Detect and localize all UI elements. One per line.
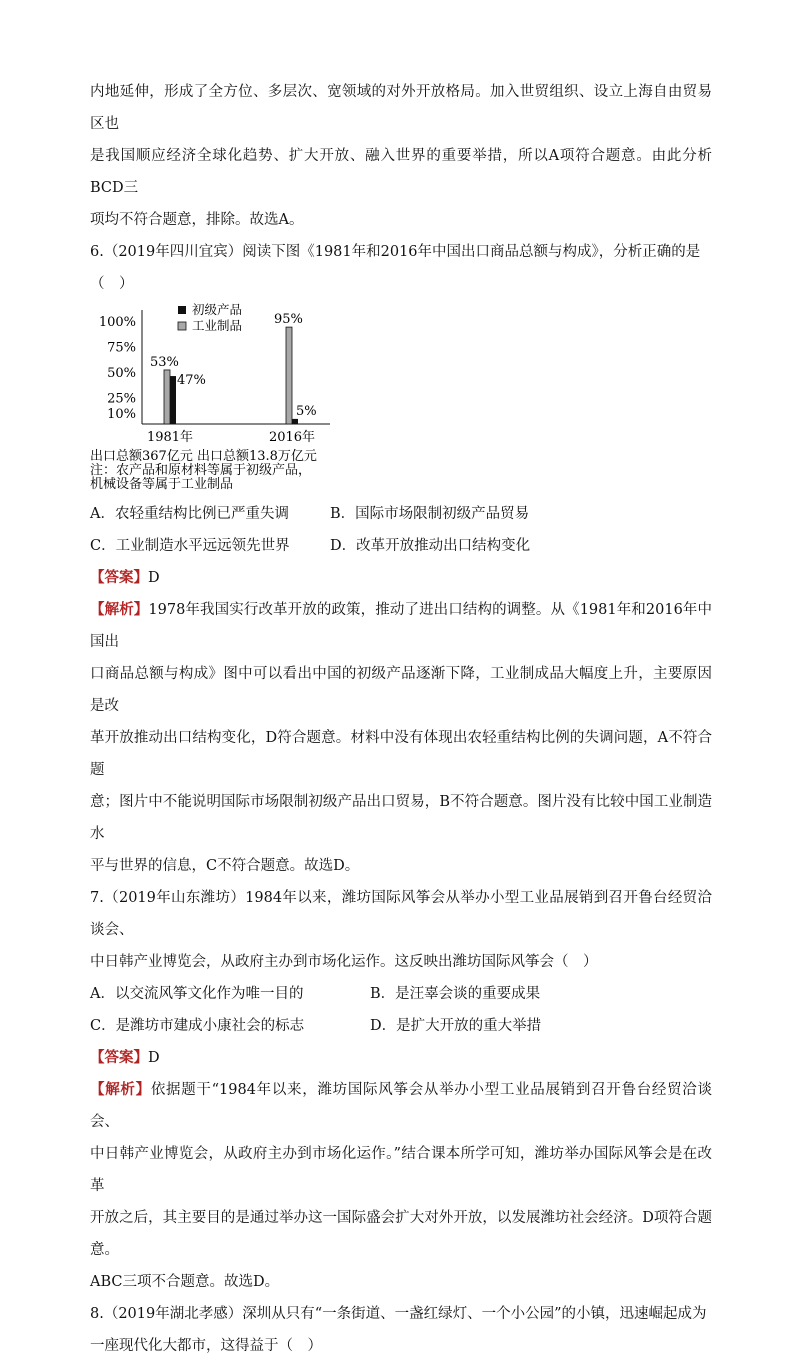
chart-note-line-2: 机械设备等属于工业制品 (90, 477, 234, 492)
legend-label-primary: 初级产品 (192, 302, 243, 317)
prev-analysis-line-1: 内地延伸，形成了全方位、多层次、宽领域的对外开放格局。加入世贸组织、设立上海自由贸易区也 (90, 84, 712, 132)
q6-analysis-line-5: 平与世界的信息，C不符合题意。故选D。 (90, 858, 360, 874)
prev-analysis-line-3: 项均不符合题意，排除。故选A。 (90, 212, 304, 228)
chart-legend (178, 302, 242, 333)
q6-answer (90, 562, 712, 594)
q7-option-c[interactable]: C．是潍坊市建成小康社会的标志 (90, 1018, 305, 1034)
q6-stem-line-2: （ ） (90, 276, 134, 292)
question-8 (90, 1298, 712, 1362)
legend-label-industrial: 工业制品 (192, 318, 243, 333)
export-chart-svg (90, 302, 420, 492)
legend-swatch-primary (178, 306, 186, 314)
q6-options-row-2 (90, 530, 712, 562)
chart-value-label-industrial: 95% (274, 312, 303, 328)
q7-option-b[interactable]: B．是汪辜会谈的重要成果 (370, 986, 541, 1002)
q7-analysis-line-1 (90, 1074, 712, 1138)
prev-analysis-line-2: 是我国顺应经济全球化趋势、扩大开放、融入世界的重要举措，所以A项符合题意。由此分析BCD三 (90, 148, 712, 196)
q7-options-row-1 (90, 978, 712, 1010)
q7-stem-line-1: 7.（2019年山东潍坊）1984年以来，潍坊国际风筝会从举办小型工业品展销到召开鲁台经贸洽谈会、 (90, 890, 712, 938)
q6-analysis-line-1 (90, 594, 712, 658)
chart-totals: 出口总额367亿元 出口总额13.8万亿元 (90, 449, 317, 464)
q6-answer-value: D (148, 570, 160, 586)
chart-y-tick-label: 25% (107, 391, 136, 407)
q7-analysis-line-2: 中日韩产业博览会，从政府主办到市场化运作。”结合课本所学可知，潍坊举办国际风筝会是在改革 (90, 1146, 712, 1194)
document-page (90, 76, 712, 1362)
chart-x-categories (147, 429, 315, 445)
chart-note-line-1: 注：农产品和原材料等属于初级产品， (90, 463, 312, 478)
q7-option-a[interactable]: A．以交流风筝文化作为唯一目的 (90, 986, 304, 1002)
analysis-label: 【解析】 (90, 601, 149, 618)
chart-bar-primary (292, 419, 298, 424)
export-chart (90, 302, 420, 492)
chart-y-tick-label: 10% (107, 406, 136, 422)
analysis-label: 【解析】 (90, 1081, 151, 1098)
chart-value-label-primary: 5% (296, 403, 317, 419)
q6-analysis-line-4: 意；图片中不能说明国际市场限制初级产品出口贸易，B不符合题意。图片没有比较中国工业制造水 (90, 794, 712, 842)
q6-analysis-text-1: 1978年我国实行改革开放的政策，推动了进出口结构的调整。从《1981年和2016年中国出 (90, 602, 713, 650)
chart-y-tick-label: 75% (107, 340, 136, 356)
chart-bar-industrial (164, 370, 170, 424)
q8-stem-line-2: 一座现代化大都市，这得益于（ ） (90, 1338, 322, 1354)
chart-x-category-label: 2016年 (268, 430, 316, 445)
question-7 (90, 882, 712, 1298)
q6-option-a[interactable]: A．农轻重结构比例已严重失调 (90, 506, 289, 522)
q8-stem-line-1: 8.（2019年湖北孝感）深圳从只有“一条街道、一盏红绿灯、一个小公园”的小镇，迅速崛起成为 (90, 1306, 707, 1322)
q7-analysis-line-4: ABC三项不合题意。故选D。 (90, 1274, 280, 1290)
chart-bar-primary (170, 376, 176, 424)
q7-answer (90, 1042, 712, 1074)
chart-bar-industrial (286, 327, 292, 424)
q6-stem-line-1: 6.（2019年四川宜宾）阅读下图《1981年和2016年中国出口商品总额与构成》，分析正确的是 (90, 244, 701, 260)
q7-analysis-text-1: 依据题干“1984年以来，潍坊国际风筝会从举办小型工业品展销到召开鲁台经贸洽谈会、 (90, 1082, 713, 1130)
chart-y-tick-label: 100% (98, 315, 136, 330)
answer-label: 【答案】 (90, 569, 148, 586)
q7-stem-line-2: 中日韩产业博览会，从政府主办到市场化运作。这反映出潍坊国际风筝会（ ） (90, 954, 598, 970)
q6-option-c[interactable]: C．工业制造水平远远领先世界 (90, 538, 290, 554)
q7-options-row-2 (90, 1010, 712, 1042)
chart-y-tick-label: 50% (107, 366, 136, 381)
q6-analysis-line-3: 革开放推动出口结构变化，D符合题意。材料中没有体现出农轻重结构比例的失调问题，A不符合题 (90, 730, 712, 778)
q6-analysis-line-2: 口商品总额与构成》图中可以看出中国的初级产品逐渐下降，工业制成品大幅度上升，主要原因是改 (90, 666, 712, 714)
chart-value-label-primary: 47% (177, 373, 206, 389)
q7-option-d[interactable]: D．是扩大开放的重大举措 (370, 1018, 542, 1034)
q7-answer-value: D (148, 1050, 160, 1066)
q7-analysis-line-3: 开放之后，其主要目的是通过举办这一国际盛会扩大对外开放，以发展潍坊社会经济。D项符合题意。 (90, 1210, 712, 1258)
chart-value-label-industrial: 53% (150, 354, 179, 370)
q6-option-d[interactable]: D．改革开放推动出口结构变化 (330, 538, 531, 554)
legend-swatch-industrial (178, 322, 186, 330)
chart-x-category-label: 1981年 (146, 430, 194, 445)
q6-options-row-1 (90, 498, 712, 530)
q6-option-b[interactable]: B．国际市场限制初级产品贸易 (330, 506, 530, 522)
chart-y-ticks (99, 315, 136, 422)
answer-label: 【答案】 (90, 1049, 148, 1066)
question-6 (90, 236, 712, 882)
